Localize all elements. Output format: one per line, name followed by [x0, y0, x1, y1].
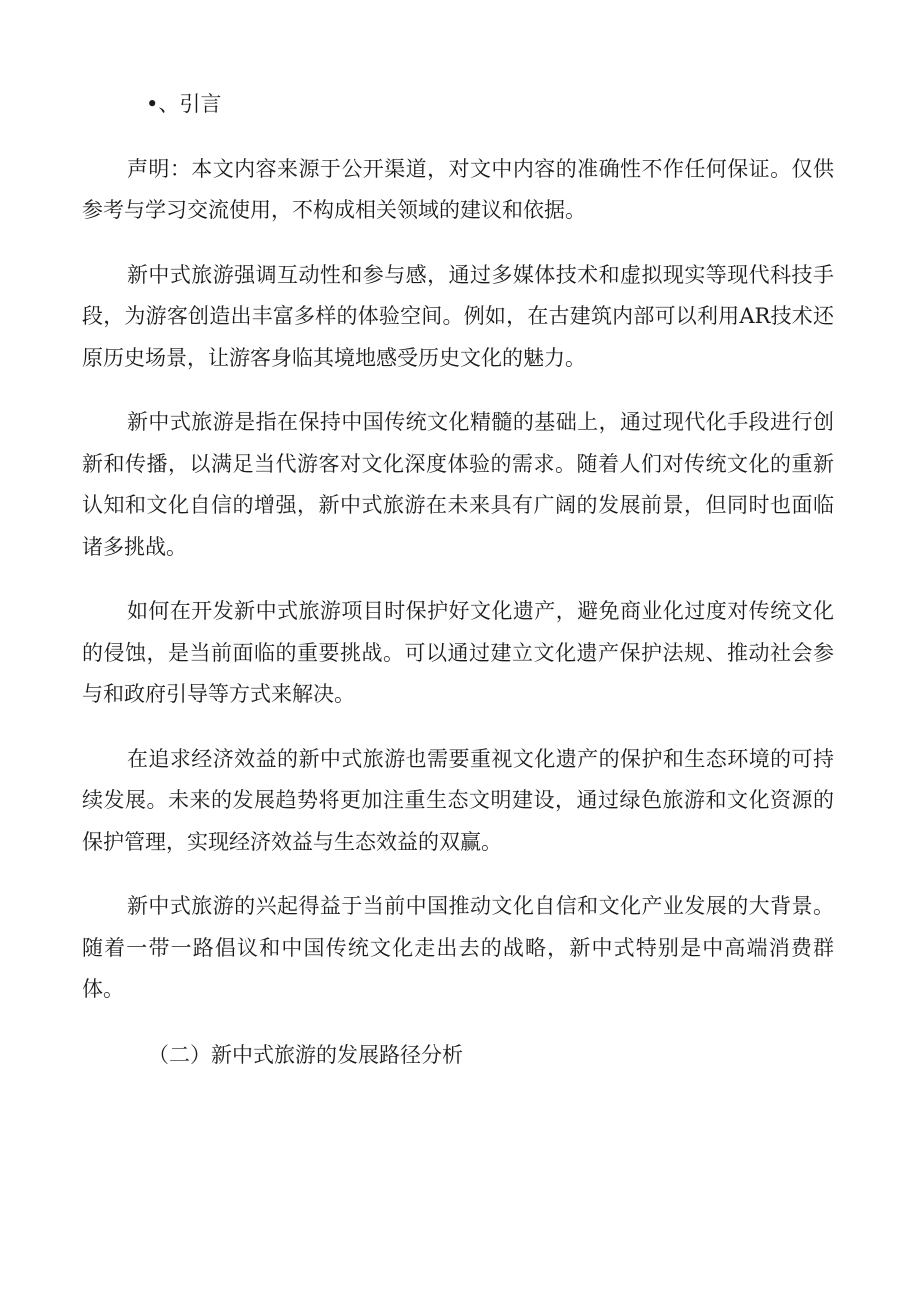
document-body — [82, 84, 834, 1076]
section-heading-development-path: （二）新中式旅游的发展路径分析 — [148, 1042, 463, 1067]
section-heading-introduction: •、引言 — [146, 92, 222, 116]
paragraph-ecology: 在追求经济效益的新中式旅游也需要重视文化遗产的保护和生态环境的可持续发展。未来的发展趋势将更加注重生态文明建设，通过绿色旅游和文化资源的保护管理，实现经济效益与生态效益的双赢。 — [82, 746, 834, 854]
paragraph-interactivity: 新中式旅游强调互动性和参与感，通过多媒体技术和虚拟现实等现代科技手段，为游客创造出丰富多样的体验空间。例如，在古建筑内部可以利用AR技术还原历史场景，让游客身临其境地感受历史文化的魅力。 — [82, 262, 834, 370]
paragraph-definition: 新中式旅游是指在保持中国传统文化精髓的基础上，通过现代化手段进行创新和传播，以满足当代游客对文化深度体验的需求。随着人们对传统文化的重新认知和文化自信的增强，新中式旅游在未来具有广阔的发展前景，但同时也面临诸多挑战。 — [82, 410, 834, 559]
paragraph-background: 新中式旅游的兴起得益于当前中国推动文化自信和文化产业发展的大背景。随着一带一路倡议和中国传统文化走出去的战略，新中式特别是中高端消费群体。 — [82, 894, 834, 1001]
paragraph-heritage-challenge: 如何在开发新中式旅游项目时保护好文化遗产，避免商业化过度对传统文化的侵蚀，是当前面临的重要挑战。可以通过建立文化遗产保护法规、推动社会参与和政府引导等方式来解决。 — [82, 599, 834, 706]
paragraph-disclaimer: 声明：本文内容来源于公开渠道，对文中内容的准确性不作任何保证。仅供参考与学习交流使用，不构成相关领域的建议和依据。 — [82, 156, 834, 222]
